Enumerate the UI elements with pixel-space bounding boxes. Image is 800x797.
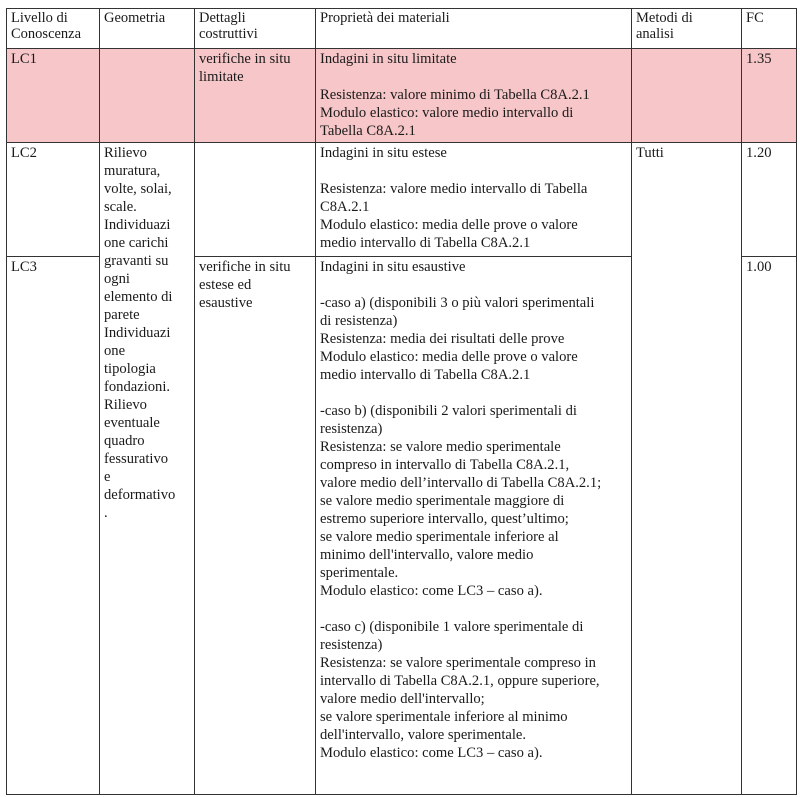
header-fc: FC <box>742 9 797 49</box>
lc3-case-c: -caso c) (disponibile 1 valore sperimentale di resistenza) Resistenza: se valore sperimentale compreso in intervallo di Tabella C8A.2.1, oppure superiore, valore medio dell'intervallo; se valore sperimentale inferiore al minimo dell'intervallo, valore sperimentale. Modulo elastico: come LC3 – caso a). <box>320 619 600 761</box>
table-row-lc2 <box>7 143 797 257</box>
lc2-prop-title: Indagini in situ estese <box>320 145 447 161</box>
lc1-properties <box>316 49 632 143</box>
lc2-details-empty <box>195 143 316 257</box>
table-row-lc1 <box>7 49 797 143</box>
header-properties: Proprietà dei materiali <box>316 9 632 49</box>
lc3-case-a: -caso a) (disponibili 3 o più valori sperimentali di resistenza) Resistenza: media dei risultati delle prove Modulo elastico: media delle prove o valore medio intervallo di Tabella C8A.2.1 <box>320 295 595 383</box>
lc3-prop-title: Indagini in situ esaustive <box>320 259 466 275</box>
lc1-fc: 1.35 <box>742 49 797 143</box>
header-methods: Metodi di analisi <box>632 9 742 49</box>
lc3-level: LC3 <box>7 257 100 795</box>
methods-shared-cell: Tutti <box>632 143 742 795</box>
knowledge-levels-table <box>6 8 797 795</box>
header-level: Livello di Conoscenza <box>7 9 100 49</box>
lc1-details: verifiche in situ limitate <box>195 49 316 143</box>
lc3-case-b: -caso b) (disponibili 2 valori sperimentali di resistenza) Resistenza: se valore medio sperimentale compreso in intervallo di Tabella C8A.2.1, valore medio dell’intervallo di Tabella C8A.2.1; se valore medio sperimentale maggiore di estremo superiore intervallo, quest’ultimo; se valore medio sperimentale inferiore al minimo dell'intervallo, valore medio sperimentale. Modulo elastico: come LC3 – caso a). <box>320 403 602 599</box>
lc1-level: LC1 <box>7 49 100 143</box>
lc3-details: verifiche in situ estese ed esaustive <box>195 257 316 795</box>
lc3-fc: 1.00 <box>742 257 797 795</box>
lc1-methods-empty <box>632 49 742 143</box>
geometry-shared-cell: Rilievo muratura, volte, solai, scale. Individuazi one carichi gravanti su ogni elemento di parete Individuazi one tipologia fondazioni. Rilievo eventuale quadro fessurativo e deformativo . <box>100 143 195 795</box>
table-header-row <box>7 9 797 49</box>
lc2-properties <box>316 143 632 257</box>
lc1-geometry-empty <box>100 49 195 143</box>
lc2-prop-body: Resistenza: valore medio intervallo di Tabella C8A.2.1 Modulo elastico: media delle prove o valore medio intervallo di Tabella C8A.2.1 <box>320 181 588 251</box>
lc1-prop-title: Indagini in situ limitate <box>320 51 457 67</box>
lc2-level: LC2 <box>7 143 100 257</box>
lc3-properties <box>316 257 632 795</box>
header-details: Dettagli costruttivi <box>195 9 316 49</box>
header-geometry: Geometria <box>100 9 195 49</box>
lc1-prop-body: Resistenza: valore minimo di Tabella C8A.2.1 Modulo elastico: valore medio intervallo di Tabella C8A.2.1 <box>320 87 590 139</box>
lc2-fc: 1.20 <box>742 143 797 257</box>
